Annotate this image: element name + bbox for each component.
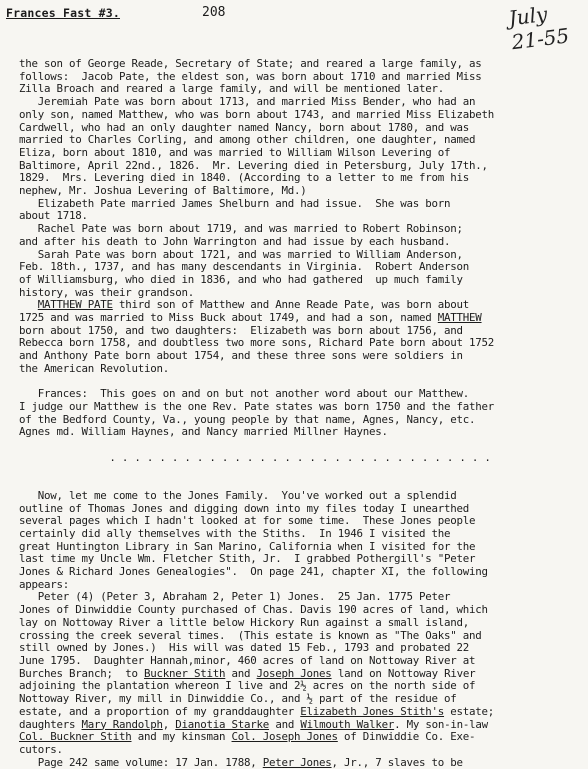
text-run: of Dinwiddie Co. Exe-: [337, 730, 476, 744]
text-run: Nottoway River, my mill in Dinwiddie Co., and ½ part of the residue of: [19, 692, 457, 706]
text-run: Jones & Richard Jones Genealogies". On page 241, chapter XI, the following: [19, 565, 488, 579]
text-run: great Huntington Library in San Marino, California when I visited for the: [19, 539, 476, 553]
text-run: Page 242 same volume: 17 Jan. 1788,: [19, 755, 263, 769]
text-run: Jeremiah Pate was born about 1713, and married Miss Bender, who had an: [19, 95, 476, 109]
underlined-name: Buckner Stith: [144, 666, 226, 680]
text-run: Peter (4) (Peter 3, Abraham 2, Peter 1) Jones. 25 Jan. 1775 Peter: [19, 590, 451, 604]
text-run: appears:: [19, 577, 70, 591]
underlined-name: Mary Randolph: [81, 717, 163, 731]
text-run: nephew, Mr. Joshua Levering of Baltimore, Md.): [19, 184, 307, 198]
page-number: 208: [202, 5, 226, 20]
text-run: Feb. 18th., 1737, and has many descendants in Virginia. Robert Anderson: [19, 260, 470, 274]
text-run: Now, let me come to the Jones Family. You've worked out a splendid: [19, 488, 457, 502]
text-run: the son of George Reade, Secretary of State; and reared a large family, as: [19, 57, 482, 70]
text-run: I judge our Matthew is the one Rev. Pate states was born 1750 and the father: [19, 399, 495, 413]
text-run: Frances: This goes on and on but not another word about our Matthew.: [19, 387, 470, 401]
text-run: crossing the creek several times. (This estate is known as "The Oaks" and: [19, 628, 482, 642]
text-run: born about 1750, and two daughters: Elizabeth was born about 1756, and: [19, 323, 463, 337]
text-run: and Anthony Pate born about 1754, and these three sons were soldiers in: [19, 349, 463, 363]
text-run: 1725 and was married to Miss Buck about 1749, and had a son, named: [19, 311, 438, 325]
text-run: Eliza, born about 1810, and was married to William Wilson Levering of: [19, 145, 451, 159]
underlined-name: MATTHEW: [437, 311, 482, 325]
section-separator: . . . . . . . . . . . . . . . . . . . . . . . . . . . . . . .: [109, 450, 491, 464]
text-run: Baltimore, April 22nd., 1826. Mr. Levering died in Petersburg, July 17th.,: [19, 158, 488, 172]
text-run: still owned by Jones.) His will was dated 15 Feb., 1793 and probated 22: [19, 641, 470, 655]
text-line: [19, 363, 581, 376]
text-run: lay on Nottoway River a little below Hickory Run against a small island,: [19, 615, 470, 629]
handwritten-date: July 21-55: [507, 1, 571, 55]
underlined-name: Wilmouth Walker: [300, 717, 395, 731]
text-run: land on Nottoway River: [331, 666, 476, 680]
text-run: adjoining the plantation whereon I live and 2½ acres on the north side of: [19, 679, 476, 693]
text-run: of Williamsburg, who died in 1836, and who had gathered up much family: [19, 272, 463, 286]
text-line: [19, 198, 581, 211]
text-run: and: [269, 717, 301, 731]
letter-body: [19, 58, 581, 769]
text-run: about 1718.: [19, 209, 88, 223]
text-run: history, was their grandson.: [19, 285, 195, 299]
text-run: cutors.: [19, 742, 63, 756]
text-run: certainly did ally themselves with the Stiths. In 1946 I visited the: [19, 526, 451, 540]
text-run: third son of Matthew and Anne Reade Pate, was born about: [112, 298, 470, 312]
text-run: the American Revolution.: [19, 361, 170, 375]
text-run: 1829. Mrs. Levering died in 1840. (According to a letter to me from his: [19, 171, 470, 185]
text-run: only son, named Matthew, who was born about 1743, and married Miss Elizabeth: [19, 107, 495, 121]
text-run: and: [225, 666, 257, 680]
text-run: daughters: [19, 717, 82, 731]
underlined-name: Joseph Jones: [256, 666, 332, 680]
text-run: Cardwell, who had an only daughter named Nancy, born about 1780, and was: [19, 120, 470, 134]
text-run: [19, 298, 38, 311]
text-run: Agnes md. William Haynes, and Nancy married Millner Haynes.: [19, 425, 388, 439]
text-run: outline of Thomas Jones and digging down into my files today I unearthed: [19, 501, 470, 515]
series-label: Frances Fast #3.: [6, 6, 120, 20]
underlined-name: Col. Joseph Jones: [231, 730, 338, 744]
text-run: married to Charles Corling, and among other children, one daughter, named: [19, 133, 476, 147]
text-run: Elizabeth Pate married James Shelburn and had issue. She was born: [19, 196, 451, 210]
underlined-name: Dianotia Starke: [175, 717, 270, 731]
text-run: last time my Uncle Wm. Fletcher Stith, Jr. I grabbed Pothergill's "Peter: [19, 552, 476, 566]
text-line: [19, 731, 581, 744]
page-header: [6, 1, 582, 55]
underlined-name: Col. Buckner Stith: [19, 730, 132, 744]
underlined-name: MATTHEW PATE: [37, 298, 113, 312]
text-run: and after his death to John Warrington and had issue by each husband.: [19, 234, 451, 248]
text-run: June 1795. Daughter Hannah,minor, 460 acres of land on Nottoway River at: [19, 653, 476, 667]
blank-line: [19, 439, 581, 452]
text-line: [19, 426, 581, 439]
text-line: [19, 566, 581, 579]
text-run: ,: [162, 717, 176, 731]
underlined-name: Elizabeth Jones Stith's: [300, 704, 445, 718]
blank-line: [19, 464, 581, 477]
text-run: , Jr., 7 slaves to be: [331, 755, 463, 769]
text-line: [19, 757, 581, 769]
text-run: follows: Jacob Pate, the eldest son, was born about 1710 and married Miss: [19, 69, 482, 83]
text-run: of the Bedford County, Va., young people by that name, Agnes, Nancy, etc.: [19, 412, 476, 426]
text-run: Rachel Pate was born about 1719, and was married to Robert Robinson;: [19, 222, 463, 236]
text-run: several pages which I hadn't looked at for some time. These Jones people: [19, 514, 476, 528]
text-run: and my kinsman: [131, 730, 232, 744]
text-run: Rebecca born 1758, and doubtless two more sons, Richard Pate born about 1752: [19, 336, 495, 350]
text-run: estate;: [444, 704, 495, 718]
text-run: . My son-in-law: [394, 717, 488, 731]
text-run: Burches Branch; to: [19, 666, 145, 680]
text-run: Zilla Broach and reared a large family, and will be mentioned later.: [19, 82, 445, 96]
text-run: Sarah Pate was born about 1721, and was married to William Anderson,: [19, 247, 463, 261]
text-run: Jones of Dinwiddie County purchased of Chas. Davis 190 acres of land, which: [19, 603, 488, 617]
text-run: estate, and a proportion of my granddaughter: [19, 704, 301, 718]
underlined-name: Peter Jones: [262, 755, 332, 769]
